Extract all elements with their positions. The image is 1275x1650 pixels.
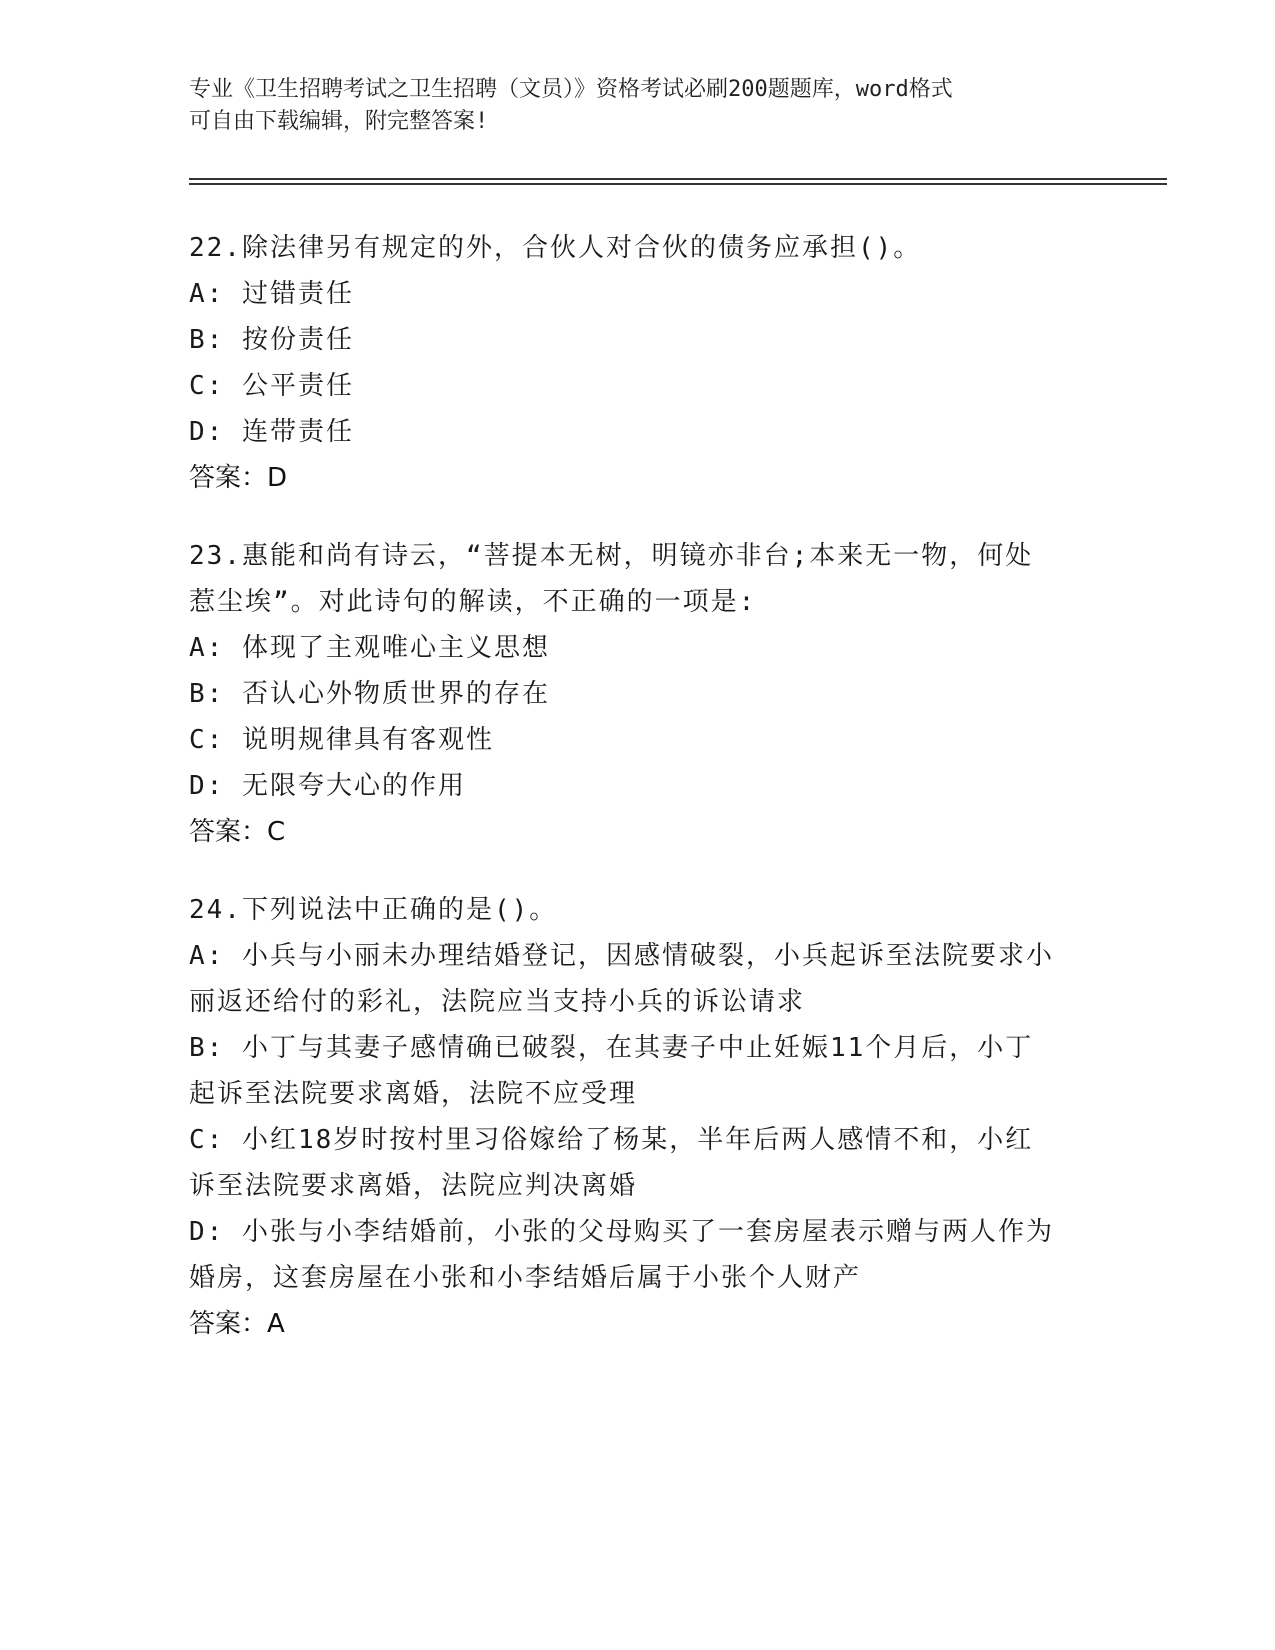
option-d-line-2: 婚房，这套房屋在小张和小李结婚后属于小张个人财产 xyxy=(189,1263,862,1293)
answer-label: 答案：D xyxy=(189,463,288,493)
option-a-line-1: A: 小兵与小丽未办理结婚登记，因感情破裂，小兵起诉至法院要求小 xyxy=(189,941,1054,971)
header-line-2: 可自由下载编辑，附完整答案! xyxy=(189,109,489,134)
question-stem-line-1: 23.惠能和尚有诗云，“菩提本无树，明镜亦非台;本来无一物，何处 xyxy=(189,541,1034,571)
option-a: A: 过错责任 xyxy=(189,279,354,309)
option-c-line-1: C: 小红18岁时按村里习俗嫁给了杨某，半年后两人感情不和，小红 xyxy=(189,1125,1034,1155)
option-b: B: 否认心外物质世界的存在 xyxy=(189,679,550,709)
option-d-line-1: D: 小张与小李结婚前，小张的父母购买了一套房屋表示赠与两人作为 xyxy=(189,1217,1054,1247)
question-stem: 22.除法律另有规定的外，合伙人对合伙的债务应承担()。 xyxy=(189,233,922,263)
header-divider-bottom xyxy=(189,183,1167,185)
question-stem: 24.下列说法中正确的是()。 xyxy=(189,895,558,925)
header-divider-top xyxy=(189,178,1167,180)
option-b-line-1: B: 小丁与其妻子感情确已破裂，在其妻子中止妊娠11个月后，小丁 xyxy=(189,1033,1034,1063)
option-c: C: 公平责任 xyxy=(189,371,354,401)
option-a-line-2: 丽返还给付的彩礼，法院应当支持小兵的诉讼请求 xyxy=(189,987,806,1017)
question-24 xyxy=(189,887,1089,1347)
header-line-1: 专业《卫生招聘考试之卫生招聘（文员）》资格考试必刷200题题库，word格式 xyxy=(189,77,953,102)
option-c-line-2: 诉至法院要求离婚，法院应判决离婚 xyxy=(189,1171,638,1201)
answer-label: 答案：A xyxy=(189,1309,285,1339)
question-22 xyxy=(189,225,1089,501)
answer-label: 答案：C xyxy=(189,817,286,847)
question-23 xyxy=(189,533,1089,855)
option-b: B: 按份责任 xyxy=(189,325,354,355)
option-d: D: 连带责任 xyxy=(189,417,354,447)
option-c: C: 说明规律具有客观性 xyxy=(189,725,494,755)
document-header xyxy=(189,74,1089,138)
question-stem-line-2: 惹尘埃”。对此诗句的解读，不正确的一项是: xyxy=(189,587,757,617)
option-d: D: 无限夸大心的作用 xyxy=(189,771,466,801)
option-a: A: 体现了主观唯心主义思想 xyxy=(189,633,550,663)
question-list xyxy=(189,225,1089,1379)
option-b-line-2: 起诉至法院要求离婚，法院不应受理 xyxy=(189,1079,638,1109)
